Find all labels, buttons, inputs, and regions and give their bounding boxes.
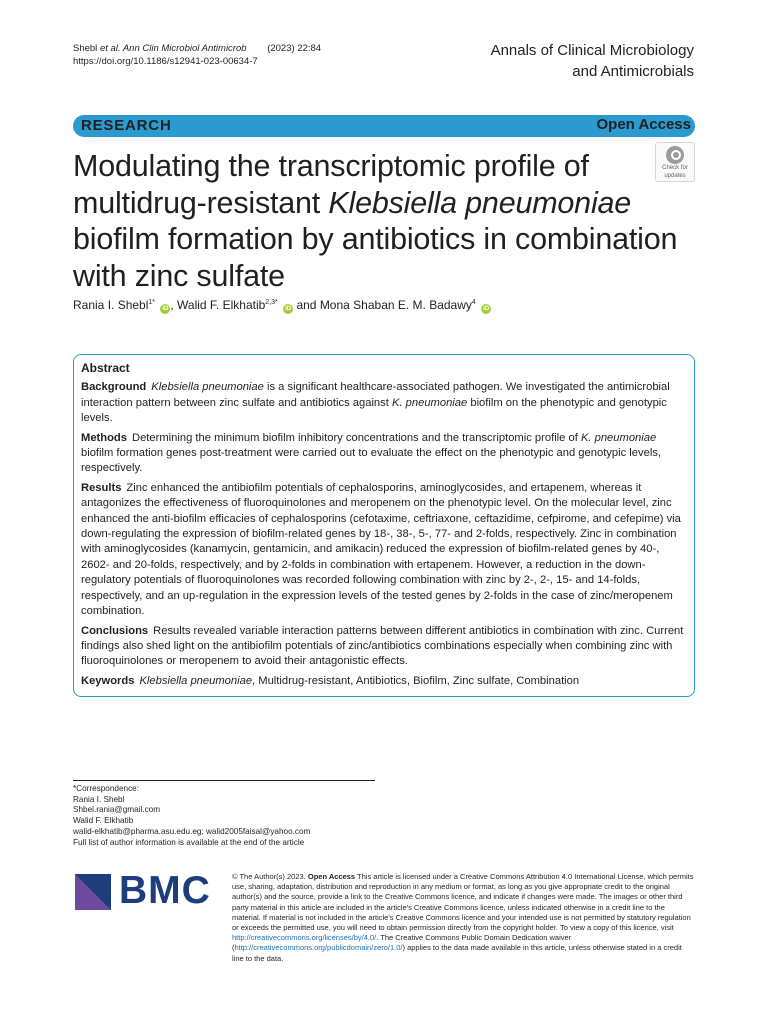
correspondent-name: Rania I. Shebl	[73, 794, 125, 804]
abstract-methods	[81, 431, 687, 477]
orcid-icon[interactable]: iD	[483, 306, 490, 312]
author-name: Walid F. Elkhatib	[177, 298, 266, 312]
abstract-results	[81, 481, 687, 620]
species-name: Klebsiella pneumoniae	[139, 674, 253, 687]
species-name: Klebsiella pneumoniae	[151, 381, 264, 394]
article-type-label: RESEARCH	[81, 117, 172, 134]
keywords-text: , Multidrug-resistant, Antibiotics, Biofilm, Zinc sulfate, Combination	[252, 674, 580, 687]
title-species: Klebsiella pneumoniae	[328, 185, 632, 220]
background-text: is a significant healthcare-associated pathogen. We investigated the antimicrobial interaction pattern between zinc sulfate and antibiotics against	[81, 381, 670, 409]
background-label: Background	[81, 381, 147, 394]
public-domain-link[interactable]: http://creativecommons.org/publicdomain/zero/1.0/	[234, 943, 403, 953]
title-text-1: Modulating the transcriptomic profile of multidrug-resistant	[73, 149, 589, 220]
journal-name	[491, 40, 694, 82]
conclusions-text: Results revealed variable interaction patterns between different antibiotics in combination with zinc. Current findings also shed light on the antibiofilm potentials of zinc/antibiotics combinations especially when combining zinc with fluoroquinolones or meropenem to avoid their antagonistic effects.	[81, 624, 684, 668]
article-title	[73, 148, 693, 294]
orcid-icon[interactable]: iD	[285, 306, 292, 312]
citation-authors: Shebl	[73, 43, 100, 54]
copyright-text: © The Author(s) 2023.	[232, 872, 308, 881]
abstract-heading: Abstract	[81, 361, 130, 375]
methods-text: Determining the minimum biofilm inhibitory concentrations and the transcriptomic profile of	[132, 431, 581, 444]
abstract-background	[81, 380, 687, 426]
bmc-logo-text: BMC	[119, 869, 211, 912]
abstract	[81, 361, 687, 693]
citation-journal: et al. Ann Clin Microbiol Antimicrob	[99, 43, 247, 54]
author-affiliation: 4	[471, 299, 476, 306]
footnote-divider	[73, 780, 375, 781]
open-access-bold: Open Access	[307, 872, 356, 881]
author-name: Rania I. Shebl	[73, 298, 149, 312]
doi-link[interactable]: https://doi.org/10.1186/s12941-023-00634-7	[73, 56, 258, 67]
author-info-note: Full list of author information is available at the end of the article	[73, 837, 305, 847]
check-updates-line2: updates	[664, 172, 686, 179]
author-name: Mona Shaban E. M. Badawy	[319, 298, 472, 312]
conclusions-label: Conclusions	[81, 624, 149, 637]
author-affiliation: 2,3*	[265, 299, 278, 306]
keywords-label: Keywords	[81, 674, 135, 687]
methods-label: Methods	[81, 431, 127, 444]
license-text: This article is licensed under a Creative Commons Attribution 4.0 International License, which permits use, sharing, adaptation, distribution and reproduction in any medium or format, as long as you give appropriate credit to the original author(s) and the source, provide a link to the Creative Commons licence, and indicate if changes were made. The images or other third party material in this article are included in the article's Creative Commons licence, unless indicated otherwise in a credit line to the material. If material is not included in the article's Creative Commons licence and your intended use is not permitted by statutory regulation or exceeds the permitted use, you will need to obtain permission directly from the copyright holder. To view a copy of this licence, visit	[232, 872, 694, 933]
results-label: Results	[81, 481, 122, 494]
citation-header	[73, 42, 321, 68]
correspondence-label: *Correspondence:	[73, 784, 139, 793]
open-access-label: Open Access	[596, 116, 691, 133]
author-list	[73, 298, 491, 314]
author-separator: and	[293, 298, 320, 312]
citation-year: (2023) 22:84	[267, 43, 322, 54]
background-text: biofilm on the phenotypic and genotypic levels.	[81, 396, 667, 425]
abstract-conclusions	[81, 624, 687, 670]
abstract-keywords	[81, 674, 687, 689]
orcid-icon[interactable]: iD	[162, 306, 169, 312]
species-name: K. pneumoniae	[391, 396, 468, 409]
correspondence-footnote	[73, 784, 310, 848]
author-affiliation: 1*	[148, 299, 156, 306]
license-statement	[232, 872, 694, 964]
bmc-logo	[75, 869, 215, 914]
license-link[interactable]: http://creativecommons.org/licenses/by/4.0/	[232, 933, 377, 943]
correspondent-name: Walid F. Elkhatib	[73, 816, 134, 826]
correspondent-email[interactable]: walid-elkhatib@pharma.asu.edu.eg; walid2005faisal@yahoo.com	[73, 826, 311, 836]
author-separator: ,	[170, 298, 178, 312]
journal-name-line2: and Antimicrobials	[572, 63, 694, 80]
article-type-band	[73, 115, 695, 137]
methods-text: biofilm formation genes post-treatment were carried out to evaluate the effect on the phenotypic and genotypic levels, respectively.	[81, 447, 662, 475]
license-text: . The Creative Commons Public Domain Dedication waiver (	[232, 933, 572, 953]
correspondent-email[interactable]: Shbel.rania@gmail.com	[73, 805, 161, 815]
license-text: ) applies to the data made available in this article, unless otherwise stated in a credit line to the data.	[232, 943, 682, 963]
results-text: Zinc enhanced the antibiofilm potentials of cephalosporins, aminoglycosides, and ertapenem, whereas it antagonizes the effectiveness of fluoroquinolones and meropenem on the phenotypic level. On the molecular level, zinc enhanced the anti-biofilm efficacies of cephalosporins (cefotaxime, ceftriaxone, ceftazidime, cefpirome, and cefepime) via down-regulating the expression of biofilm-related genes by 18-, 38-, 5-, 77- and 2-folds, respectively. Zinc in combination with aminoglycosides (kanamycin, gentamicin, and amikacin) reduced the expression of biofilm-related genes by 40-, 2602- and 20-folds, respectively, and by 2-folds in combination with ertapenem. However, a reduction in the down-regulatory potentials of fluoroquinolones was recorded following combination with zinc by 2-, 2-, 15- and 14-folds, respectively, and an up-regulation in the expression levels of the tested genes by 2-folds in the case of zinc/meropenem combination.	[81, 481, 681, 618]
bmc-logo-mark-icon	[75, 874, 111, 910]
journal-name-line1: Annals of Clinical Microbiology	[490, 42, 694, 59]
check-updates-line1: Check for	[662, 165, 688, 171]
title-text-2: biofilm formation by antibiotics in combination with zinc sulfate	[73, 222, 678, 293]
species-name: K. pneumoniae	[580, 431, 657, 444]
